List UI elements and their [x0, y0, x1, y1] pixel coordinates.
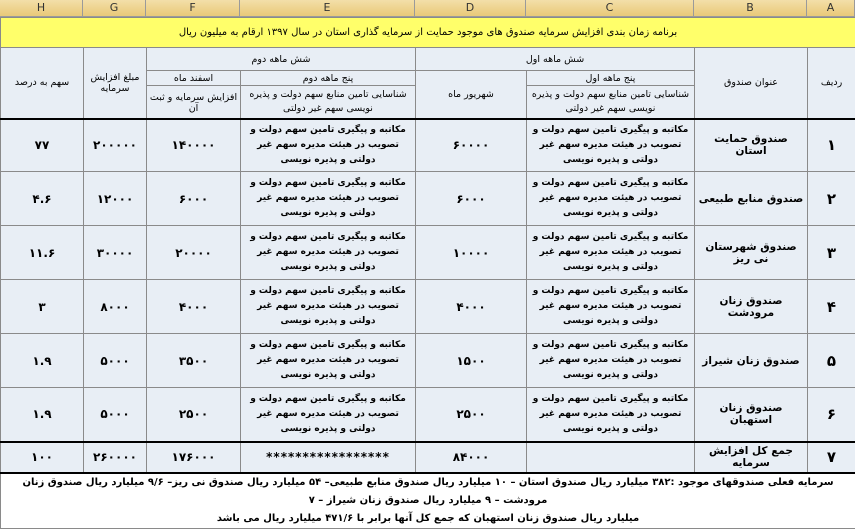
amount-cell[interactable]: ۲۰۰۰۰۰	[84, 119, 147, 172]
first-half-desc-cell[interactable]: مکاتبه و پیگیری تامین سهم دولت و تصویب در هیئت مدیره سهم غیر دولتی و پذیره نویسی	[527, 334, 695, 388]
column-letter: E	[324, 1, 331, 14]
row-number-cell[interactable]: ۵	[808, 334, 855, 388]
esfand-cell[interactable]: ۴۰۰۰	[147, 280, 241, 334]
first-half-desc-cell[interactable]: مکاتبه و پیگیری تامین سهم دولت و تصویب در هیئت مدیره سهم غیر دولتی و پذیره نویسی	[527, 388, 695, 442]
esfand-cell[interactable]: ۲۰۰۰۰	[147, 226, 241, 280]
header-esfand[interactable]: اسفند ماه	[147, 71, 241, 86]
total-row	[1, 442, 855, 473]
total-label-cell[interactable]: جمع کل افزایش سرمایه	[695, 442, 808, 473]
shahrivar-cell[interactable]: ۶۰۰۰۰	[416, 119, 527, 172]
fund-name-cell[interactable]: صندوق شهرستان نی ریز	[695, 226, 808, 280]
column-letter: D	[466, 1, 474, 14]
total-percent-cell[interactable]: ۱۰۰	[1, 442, 84, 473]
table-row	[1, 334, 855, 388]
shahrivar-cell[interactable]: ۱۵۰۰	[416, 334, 527, 388]
table-row	[1, 226, 855, 280]
fund-name-cell[interactable]: صندوق زنان شیراز	[695, 334, 808, 388]
amount-cell[interactable]: ۵۰۰۰	[84, 334, 147, 388]
esfand-cell[interactable]: ۱۴۰۰۰۰	[147, 119, 241, 172]
column-header-b[interactable]	[694, 0, 807, 17]
table-row	[1, 172, 855, 226]
header-increase-amount[interactable]: مبلغ افزایش سرمایه	[84, 48, 147, 119]
shahrivar-cell[interactable]: ۶۰۰۰	[416, 172, 527, 226]
fund-name-cell[interactable]: صندوق منابع طبیعی	[695, 172, 808, 226]
amount-cell[interactable]: ۱۲۰۰۰	[84, 172, 147, 226]
percent-cell[interactable]: ۱.۹	[1, 334, 84, 388]
footnote-line-1: سرمایه فعلی صندوقهای موجود :۳۸۲ میلیارد ریال صندوق استان – ۱۰ میلیارد ریال صندوق منابع طبیعی– ۵۴ میلیارد ریال صندوق نی ریز– ۹/۶ میلیارد ریال صندوق زنان مرودشت – ۹ میلیارد ریال صندوق زنان شیراز – ۷	[3, 474, 853, 510]
fund-name-cell[interactable]: صندوق زنان استهبان	[695, 388, 808, 442]
second-half-desc-cell[interactable]: مکاتبه و پیگیری تامین سهم دولت و تصویب در هیئت مدیره سهم غیر دولتی و پذیره نویسی	[241, 119, 416, 172]
header-shahrivar[interactable]: شهریور ماه	[416, 71, 527, 119]
esfand-cell[interactable]: ۶۰۰۰	[147, 172, 241, 226]
esfand-cell[interactable]: ۲۵۰۰	[147, 388, 241, 442]
percent-cell[interactable]: ۳	[1, 280, 84, 334]
row-number-cell[interactable]: ۱	[808, 119, 855, 172]
fund-name-cell[interactable]: صندوق حمایت استان	[695, 119, 808, 172]
percent-cell[interactable]: ۱.۹	[1, 388, 84, 442]
column-letter: G	[110, 1, 119, 14]
schedule-table	[0, 17, 855, 529]
amount-cell[interactable]: ۳۰۰۰۰	[84, 226, 147, 280]
shahrivar-cell[interactable]: ۲۵۰۰	[416, 388, 527, 442]
amount-cell[interactable]: ۸۰۰۰	[84, 280, 147, 334]
footnote-cell[interactable]	[1, 473, 855, 529]
column-letter: F	[189, 1, 195, 14]
header-capital-increase-f[interactable]: افزایش سرمایه و ثبت آن	[147, 86, 241, 119]
header-first-five-months[interactable]: پنج ماهه اول	[527, 71, 695, 86]
table-title[interactable]: برنامه زمان بندی افزایش سرمایه صندوق های موجود حمایت از سرمایه گذاری استان در سال ۱۳۹۷ ارقام به میلیون ریال	[1, 18, 855, 48]
header-first-half[interactable]: شش ماهه اول	[416, 48, 695, 71]
table-row	[1, 280, 855, 334]
column-header-g[interactable]	[83, 0, 146, 17]
second-half-desc-cell[interactable]: مکاتبه و پیگیری تامین سهم دولت و تصویب در هیئت مدیره سهم غیر دولتی و پذیره نویسی	[241, 334, 416, 388]
total-row-number-cell[interactable]: ۷	[808, 442, 855, 473]
esfand-cell[interactable]: ۳۵۰۰	[147, 334, 241, 388]
percent-cell[interactable]: ۷۷	[1, 119, 84, 172]
table-row	[1, 388, 855, 442]
fund-name-cell[interactable]: صندوق زنان مرودشت	[695, 280, 808, 334]
header-second-five-months[interactable]: پنج ماهه دوم	[241, 71, 416, 86]
percent-cell[interactable]: ۴.۶	[1, 172, 84, 226]
column-header-a[interactable]	[807, 0, 855, 17]
shahrivar-cell[interactable]: ۴۰۰۰	[416, 280, 527, 334]
first-half-desc-cell[interactable]: مکاتبه و پیگیری تامین سهم دولت و تصویب در هیئت مدیره سهم غیر دولتی و پذیره نویسی	[527, 226, 695, 280]
column-letter: A	[827, 1, 835, 14]
column-header-c[interactable]	[526, 0, 694, 17]
header-identify-sources-e[interactable]: شناسایی تامین منابع سهم دولت و پذیره نویسی سهم غیر دولتی	[241, 86, 416, 119]
column-letter: C	[606, 1, 614, 14]
row-number-cell[interactable]: ۲	[808, 172, 855, 226]
header-second-half[interactable]: شش ماهه دوم	[147, 48, 416, 71]
first-half-desc-cell[interactable]: مکاتبه و پیگیری تامین سهم دولت و تصویب در هیئت مدیره سهم غیر دولتی و پذیره نویسی	[527, 280, 695, 334]
amount-cell[interactable]: ۵۰۰۰	[84, 388, 147, 442]
second-half-desc-cell[interactable]: مکاتبه و پیگیری تامین سهم دولت و تصویب در هیئت مدیره سهم غیر دولتی و پذیره نویسی	[241, 226, 416, 280]
percent-cell[interactable]: ۱۱.۶	[1, 226, 84, 280]
first-half-desc-cell[interactable]: مکاتبه و پیگیری تامین سهم دولت و تصویب در هیئت مدیره سهم غیر دولتی و پذیره نویسی	[527, 172, 695, 226]
total-placeholder-cell[interactable]: *****************	[241, 442, 416, 473]
row-number-cell[interactable]: ۶	[808, 388, 855, 442]
header-percent-share[interactable]: سهم به درصد	[1, 48, 84, 119]
header-identify-sources-c[interactable]: شناسایی تامین منابع سهم دولت و پذیره نویسی سهم غیر دولتی	[527, 86, 695, 119]
row-number-cell[interactable]: ۳	[808, 226, 855, 280]
column-header-e[interactable]	[240, 0, 415, 17]
total-shahrivar-cell[interactable]: ۸۴۰۰۰	[416, 442, 527, 473]
column-letter: H	[37, 1, 45, 14]
table-row	[1, 119, 855, 172]
header-fund-title[interactable]: عنوان صندوق	[695, 48, 808, 119]
row-number-cell[interactable]: ۴	[808, 280, 855, 334]
second-half-desc-cell[interactable]: مکاتبه و پیگیری تامین سهم دولت و تصویب در هیئت مدیره سهم غیر دولتی و پذیره نویسی	[241, 172, 416, 226]
column-header-h[interactable]	[0, 0, 83, 17]
footnote-line-2: میلیارد ریال صندوق زنان استهبان که جمع کل آنها برابر با ۴۷۱/۶ میلیارد ریال می باشد	[3, 510, 853, 528]
column-letter: B	[746, 1, 754, 14]
column-header-f[interactable]	[146, 0, 240, 17]
first-half-desc-cell[interactable]: مکاتبه و پیگیری تامین سهم دولت و تصویب در هیئت مدیره سهم غیر دولتی و پذیره نویسی	[527, 119, 695, 172]
second-half-desc-cell[interactable]: مکاتبه و پیگیری تامین سهم دولت و تصویب در هیئت مدیره سهم غیر دولتی و پذیره نویسی	[241, 280, 416, 334]
total-empty-cell[interactable]	[527, 442, 695, 473]
second-half-desc-cell[interactable]: مکاتبه و پیگیری تامین سهم دولت و تصویب در هیئت مدیره سهم غیر دولتی و پذیره نویسی	[241, 388, 416, 442]
column-header-d[interactable]	[415, 0, 526, 17]
shahrivar-cell[interactable]: ۱۰۰۰۰	[416, 226, 527, 280]
total-amount-cell[interactable]: ۲۶۰۰۰۰	[84, 442, 147, 473]
total-esfand-cell[interactable]: ۱۷۶۰۰۰	[147, 442, 241, 473]
header-row-no[interactable]: ردیف	[808, 48, 855, 119]
